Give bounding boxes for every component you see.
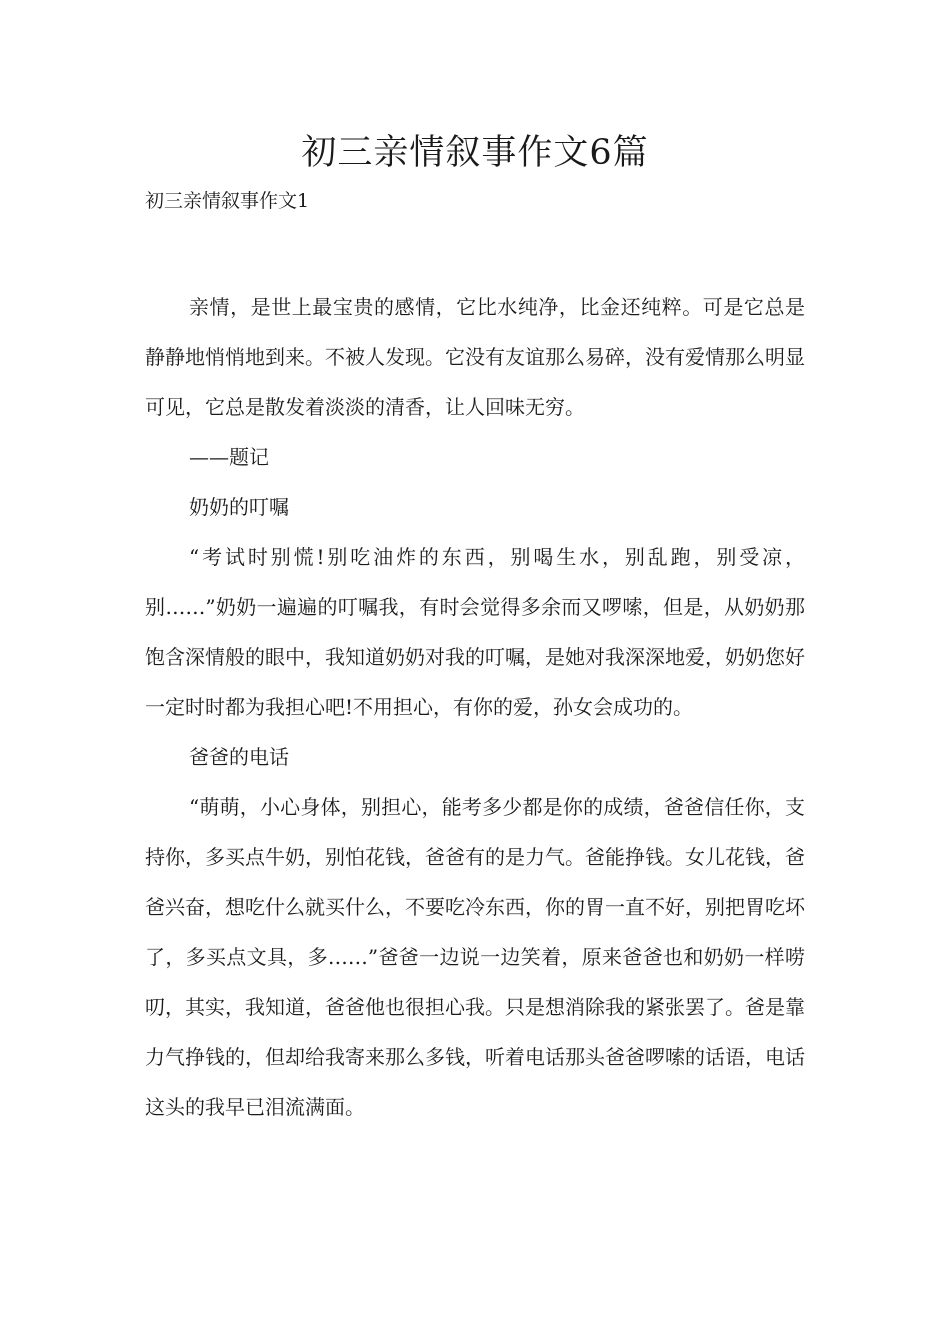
paragraph-intro: 亲情，是世上最宝贵的感情，它比水纯净，比金还纯粹。可是它总是静静地悄悄地到来。不被人发现。它没有友谊那么易碎，没有爱情那么明显可见，它总是散发着淡淡的清香，让人回味无穷。 (145, 295, 805, 419)
paragraph-epigraph-attribution: ——题记 (189, 445, 269, 469)
section-heading-grandma: 奶奶的叮嘱 (189, 495, 289, 519)
document-body (145, 282, 805, 1132)
document-subtitle: 初三亲情叙事作文1 (145, 190, 310, 212)
document-title: 初三亲情叙事作文6篇 (301, 133, 649, 173)
paragraph-dad: “萌萌，小心身体，别担心，能考多少都是你的成绩，爸爸信任你，支持你，多买点牛奶，别怕花钱，爸爸有的是力气。爸能挣钱。女儿花钱，爸爸兴奋，想吃什么就买什么，不要吃冷东西，你的胃一直不好，别把胃吃坏了，多买点文具，多……”爸爸一边说一边笑着，原来爸爸也和奶奶一样唠叨，其实，我知道，爸爸他也很担心我。只是想消除我的紧张罢了。爸是靠力气挣钱的，但却给我寄来那么多钱，听着电话那头爸爸啰嗦的话语，电话这头的我早已泪流满面。 (145, 795, 805, 1119)
section-heading-dad: 爸爸的电话 (189, 745, 289, 769)
paragraph-grandma: “考试时别慌!别吃油炸的东西，别喝生水，别乱跑，别受凉，别……”奶奶一遍遍的叮嘱我，有时会觉得多余而又啰嗦，但是，从奶奶那饱含深情般的眼中，我知道奶奶对我的叮嘱，是她对我深深地爱，奶奶您好一定时时都为我担心吧!不用担心，有你的爱，孙女会成功的。 (145, 545, 805, 719)
